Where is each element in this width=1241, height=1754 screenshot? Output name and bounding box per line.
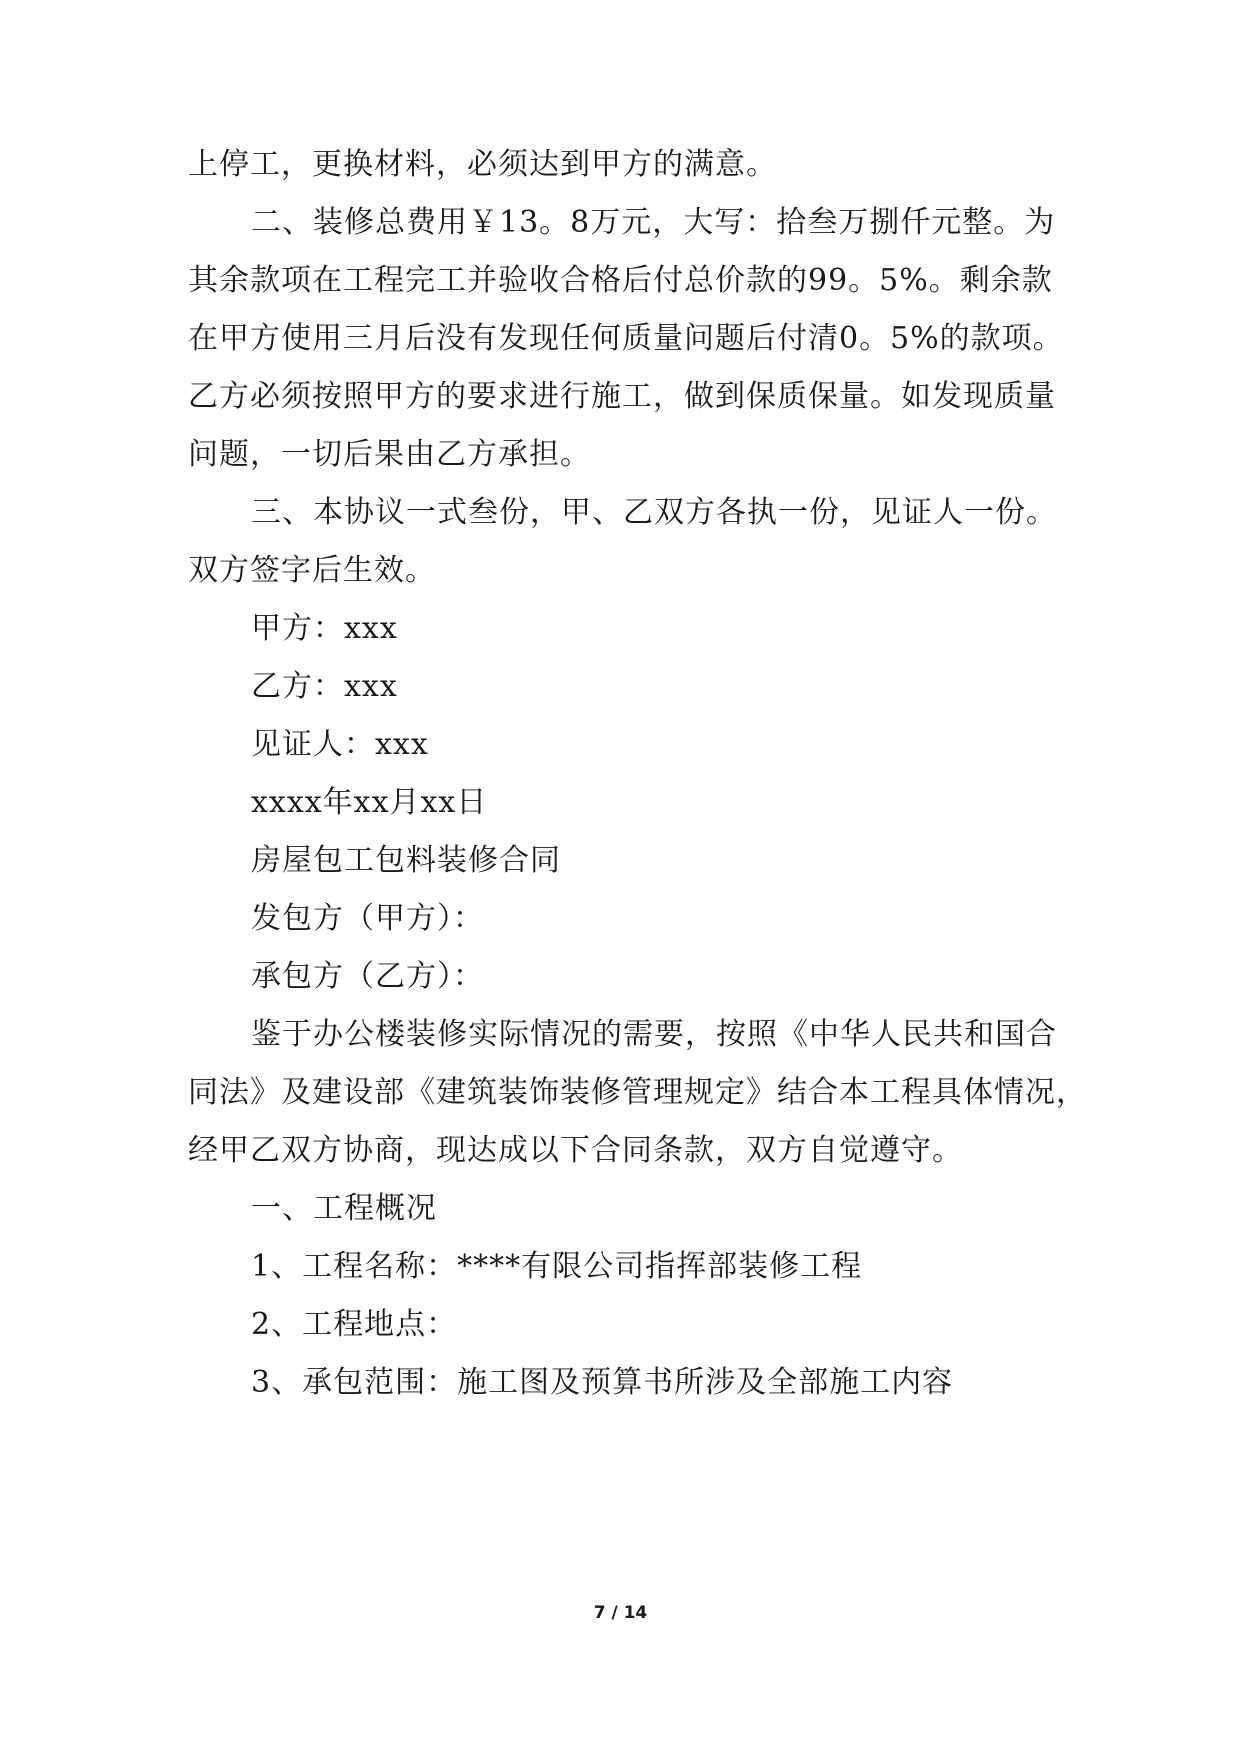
contract-title: 房屋包工包料装修合同 xyxy=(251,843,561,878)
list-item: 3、承包范围：施工图及预算书所涉及全部施工内容 xyxy=(251,1365,954,1400)
signature-party-b: 乙方：xxx xyxy=(251,669,398,704)
body-line: 同法》及建设部《建筑装饰装修管理规定》结合本工程具体情况， xyxy=(188,1075,1087,1110)
body-line: 问题，一切后果由乙方承担。 xyxy=(188,437,591,472)
body-line: 二、装修总费用￥13。8万元，大写：拾叁万捌仟元整。为 xyxy=(251,205,1056,240)
contractor-line: 承包方（乙方）： xyxy=(251,959,484,994)
signature-witness: 见证人：xxx xyxy=(251,727,429,762)
section-heading: 一、工程概况 xyxy=(251,1191,437,1226)
signature-party-a: 甲方：xxx xyxy=(251,611,398,646)
list-item: 2、工程地点： xyxy=(251,1307,458,1342)
body-line: 经甲乙双方协商，现达成以下合同条款，双方自觉遵守。 xyxy=(188,1133,963,1168)
body-line: 其余款项在工程完工并验收合格后付总价款的99。5%。剩余款 xyxy=(188,263,1053,298)
body-line: 乙方必须按照甲方的要求进行施工，做到保质保量。如发现质量 xyxy=(188,379,1056,414)
list-item: 1、工程名称：****有限公司指挥部装修工程 xyxy=(251,1249,863,1284)
page-number: 7 / 14 xyxy=(593,1603,648,1623)
body-line: 双方签字后生效。 xyxy=(188,553,436,588)
body-line: 上停工，更换材料，必须达到甲方的满意。 xyxy=(188,147,777,182)
body-line: 三、本协议一式叁份，甲、乙双方各执一份，见证人一份。 xyxy=(251,495,1057,530)
employer-line: 发包方（甲方）： xyxy=(251,901,484,936)
body-line: 鉴于办公楼装修实际情况的需要，按照《中华人民共和国合 xyxy=(251,1017,1057,1052)
body-line: 在甲方使用三月后没有发现任何质量问题后付清0。5%的款项。 xyxy=(188,321,1064,356)
signature-date: xxxx年xx月xx日 xyxy=(251,785,488,820)
